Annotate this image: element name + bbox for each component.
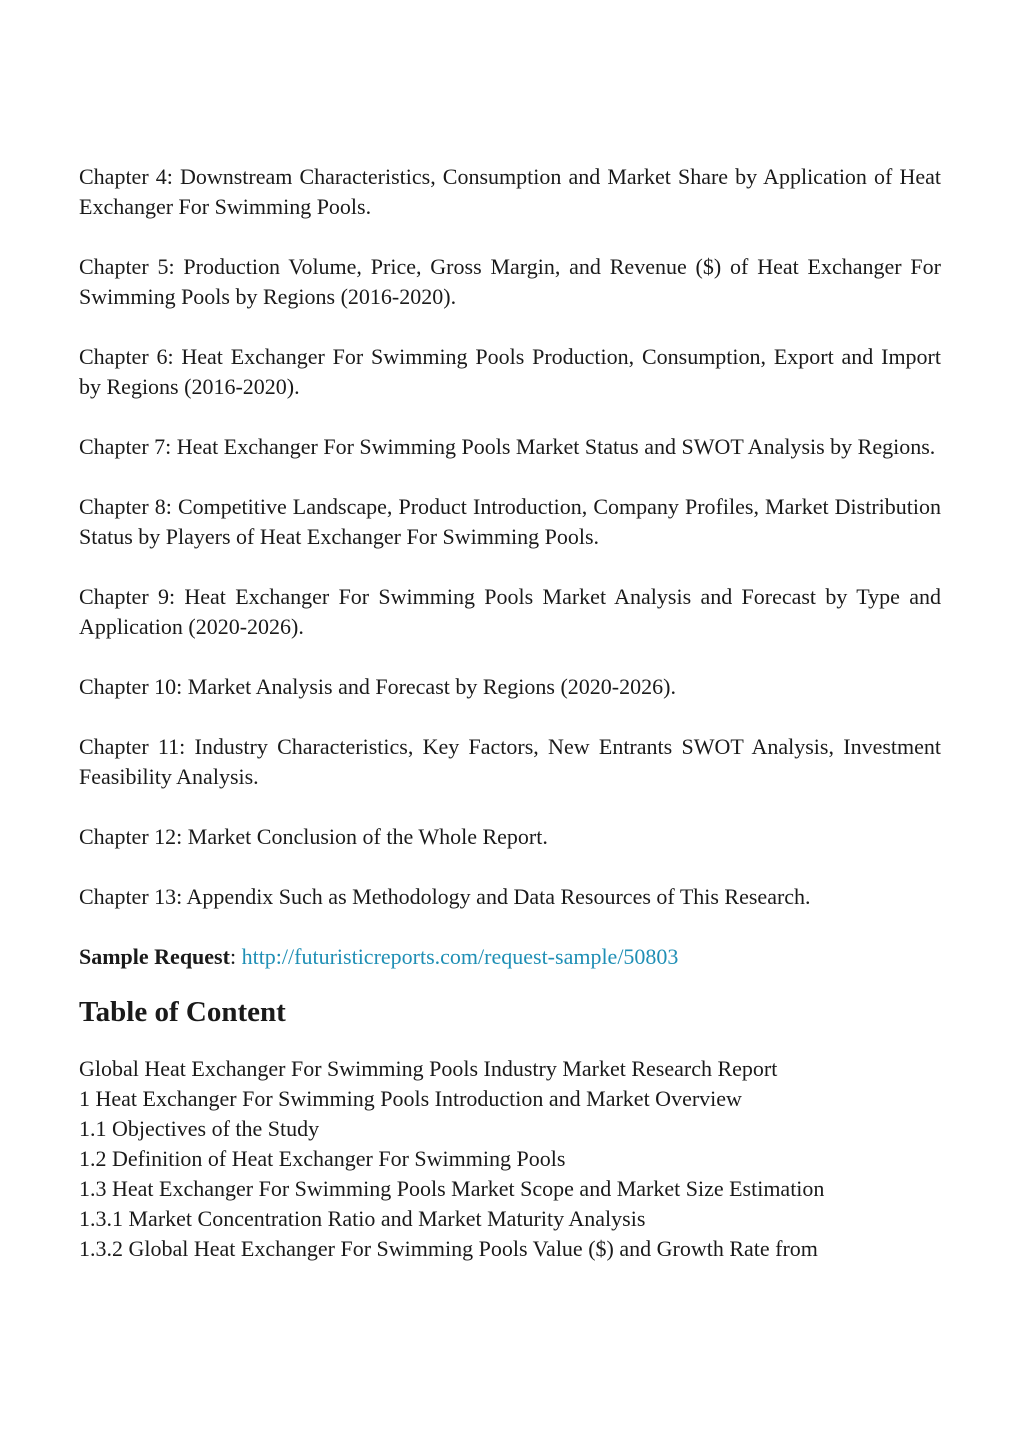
toc-item: 1.3.1 Market Concentration Ratio and Market Maturity Analysis [79, 1206, 646, 1231]
toc-item: 1 Heat Exchanger For Swimming Pools Introduction and Market Overview [79, 1086, 742, 1111]
document-page [79, 162, 941, 1264]
sample-request-separator: : [229, 944, 242, 969]
chapter-13-paragraph: Chapter 13: Appendix Such as Methodology and Data Resources of This Research. [79, 884, 811, 909]
toc-item: 1.3.2 Global Heat Exchanger For Swimming Pools Value ($) and Growth Rate from [79, 1236, 818, 1261]
sample-request-link[interactable]: http://futuristicreports.com/request-sample/50803 [241, 944, 679, 969]
toc-list [79, 1054, 941, 1264]
chapter-8-paragraph: Chapter 8: Competitive Landscape, Product Introduction, Company Profiles, Market Distribution Status by Players of Heat Exchanger For Swimming Pools. [79, 494, 941, 549]
chapter-7-paragraph: Chapter 7: Heat Exchanger For Swimming Pools Market Status and SWOT Analysis by Regions. [79, 434, 936, 459]
chapter-4-paragraph: Chapter 4: Downstream Characteristics, Consumption and Market Share by Application of Heat Exchanger For Swimming Pools. [79, 164, 941, 219]
sample-request-label: Sample Request [79, 944, 230, 969]
chapter-12-paragraph: Chapter 12: Market Conclusion of the Whole Report. [79, 824, 548, 849]
chapter-5-paragraph: Chapter 5: Production Volume, Price, Gross Margin, and Revenue ($) of Heat Exchanger For Swimming Pools by Regions (2016-2020). [79, 254, 941, 309]
toc-item: 1.1 Objectives of the Study [79, 1116, 320, 1141]
toc-item: Global Heat Exchanger For Swimming Pools Industry Market Research Report [79, 1056, 778, 1081]
sample-request-line [79, 942, 941, 972]
toc-heading: Table of Content [79, 996, 286, 1028]
toc-item: 1.2 Definition of Heat Exchanger For Swimming Pools [79, 1146, 566, 1171]
chapter-10-paragraph: Chapter 10: Market Analysis and Forecast by Regions (2020-2026). [79, 674, 676, 699]
chapter-6-paragraph: Chapter 6: Heat Exchanger For Swimming Pools Production, Consumption, Export and Import by Regions (2016-2020). [79, 344, 941, 399]
chapter-9-paragraph: Chapter 9: Heat Exchanger For Swimming Pools Market Analysis and Forecast by Type and Application (2020-2026). [79, 584, 941, 639]
chapter-11-paragraph: Chapter 11: Industry Characteristics, Key Factors, New Entrants SWOT Analysis, Investment Feasibility Analysis. [79, 734, 941, 789]
toc-item: 1.3 Heat Exchanger For Swimming Pools Market Scope and Market Size Estimation [79, 1176, 825, 1201]
